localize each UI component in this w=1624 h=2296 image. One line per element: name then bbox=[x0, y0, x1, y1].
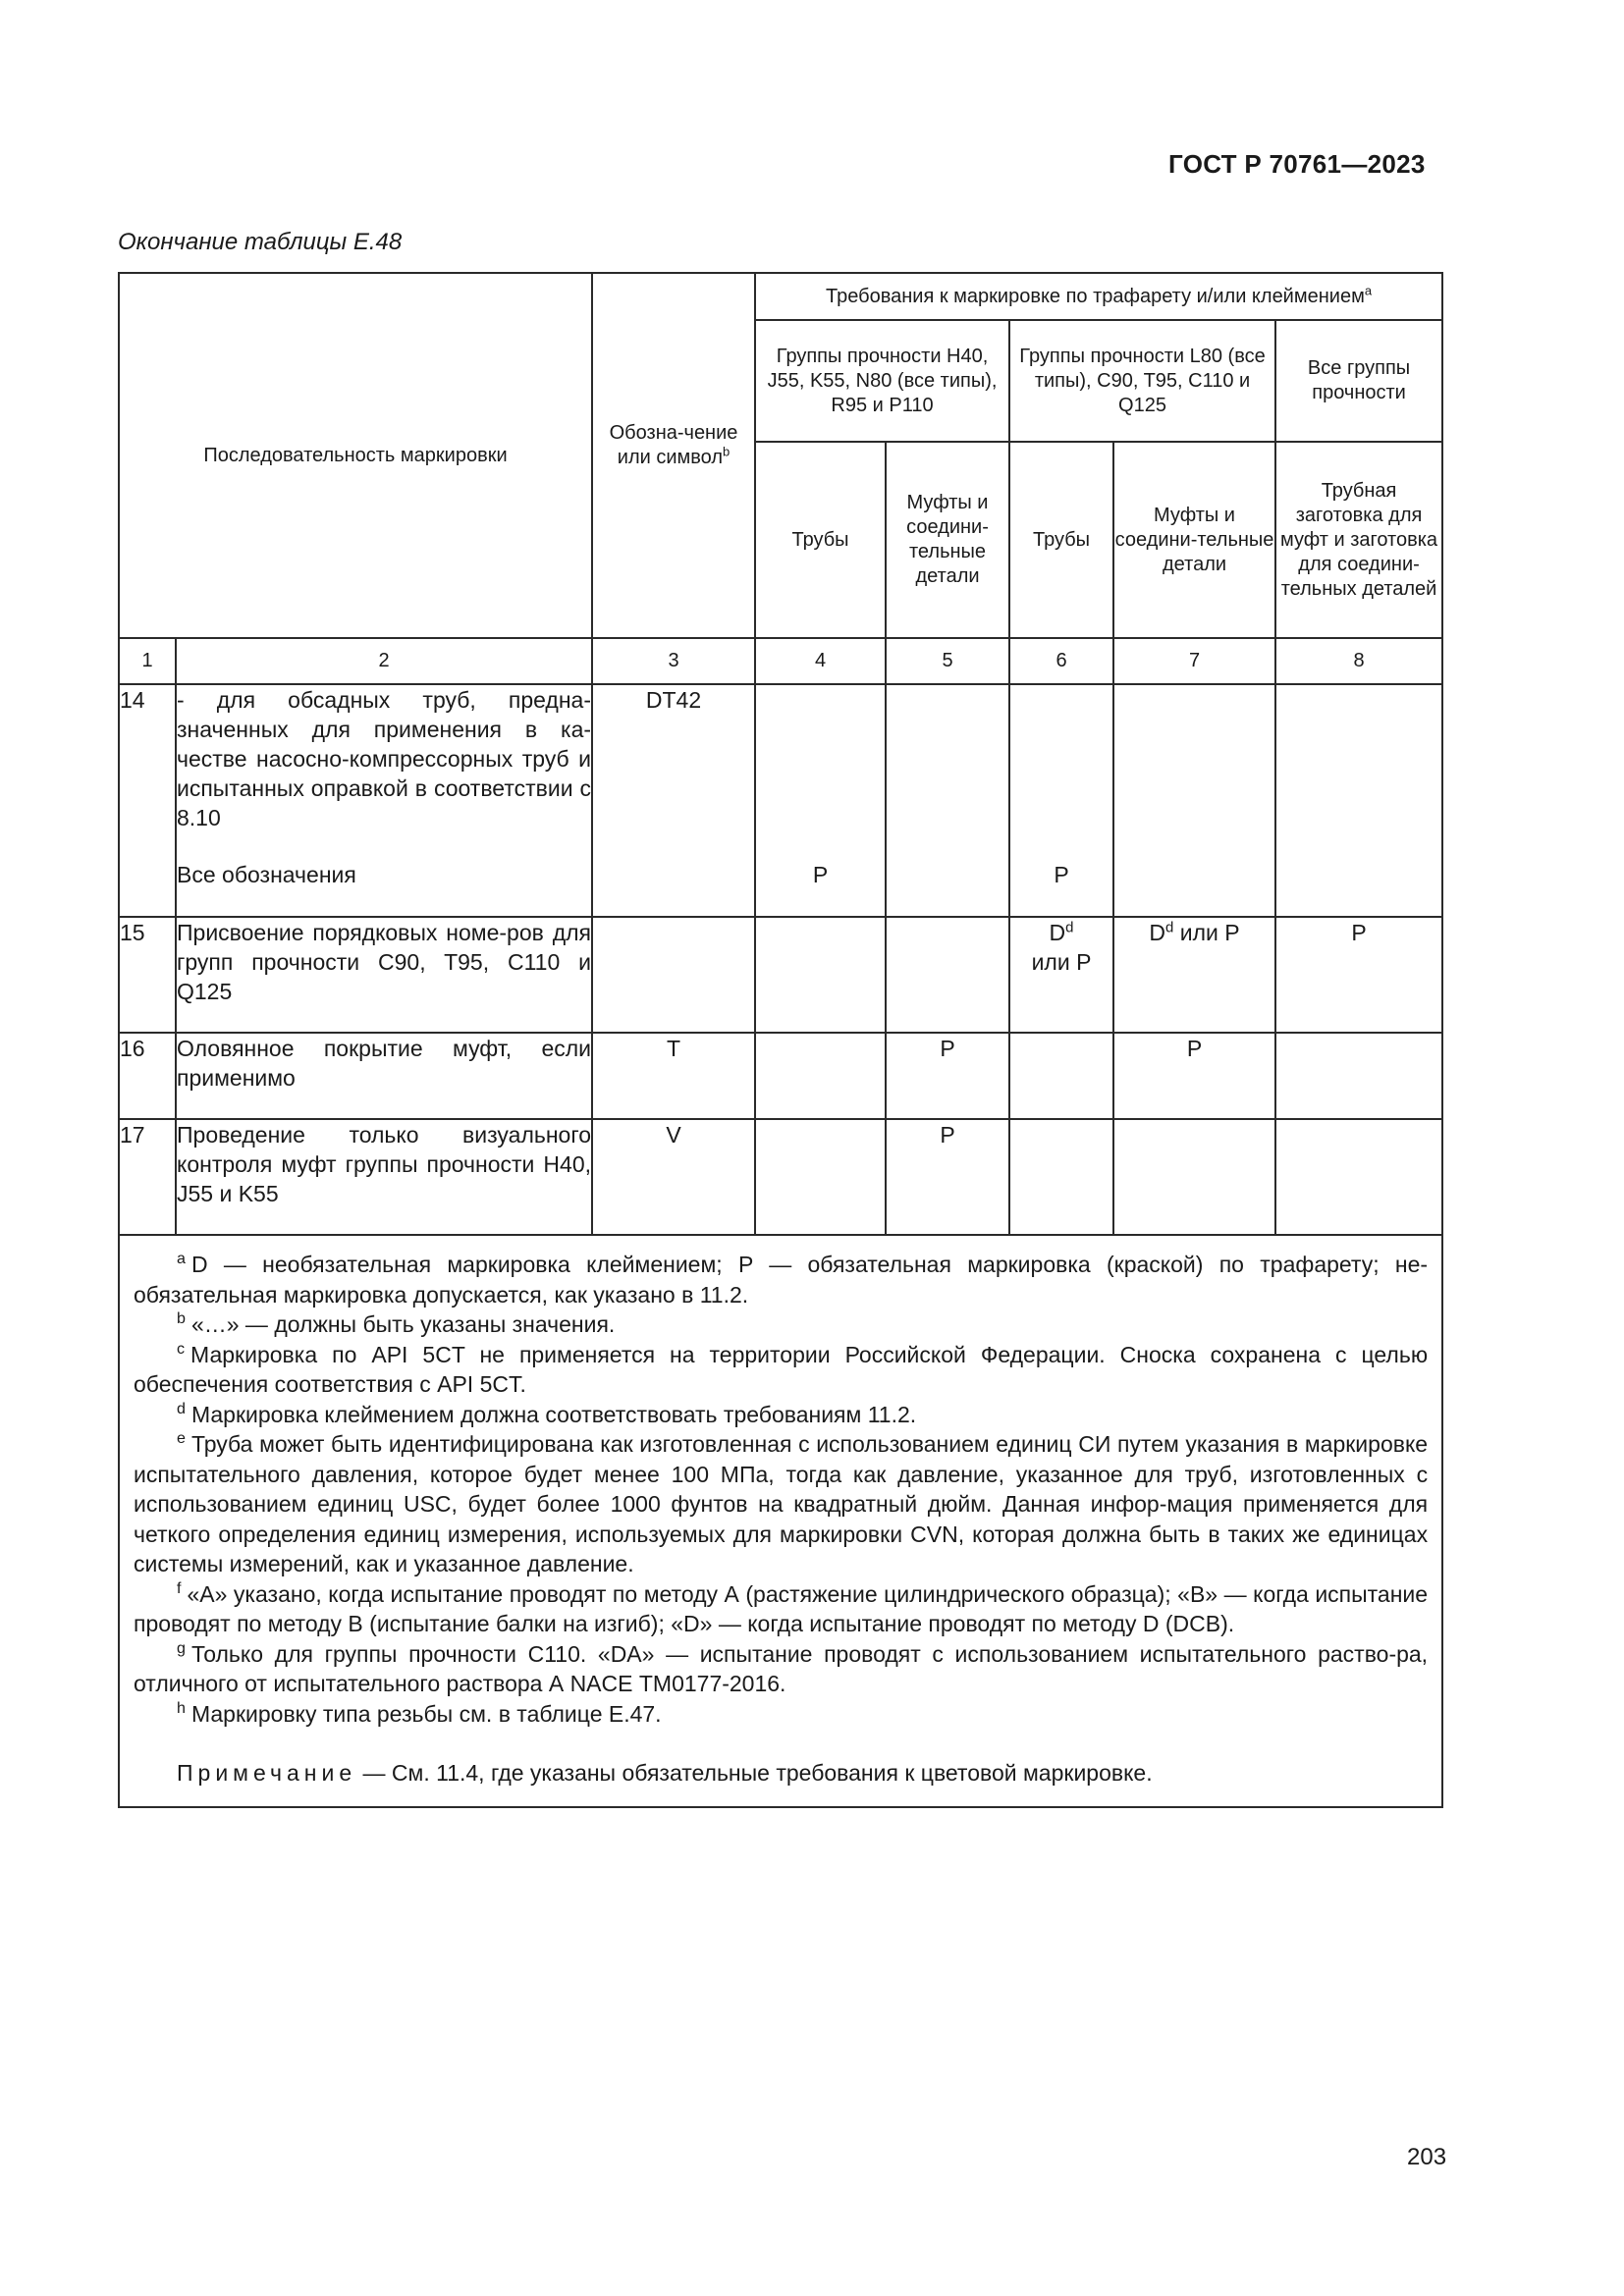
cell-c5: P bbox=[886, 1119, 1009, 1235]
cell-c8 bbox=[1275, 1033, 1442, 1119]
cell-c7: P bbox=[1113, 1033, 1275, 1119]
footnote: $^f$ «А» указано, когда испытание проводят по методу А (растяжение цилиндрического образца); «В» — когда испытание проводят по методу В (испытание балки на изгиб); «D» — когда испытание проводят по методу D (DCB). bbox=[134, 1578, 1429, 1636]
col-number: 2 bbox=[176, 638, 592, 684]
row-symbol bbox=[592, 917, 755, 1033]
footnote: $^a$ D — необязательная маркировка клеймением; P — обязательная маркировка (краской) по трафарету; не-обязательная маркировка допускается, как указано в 11.2. bbox=[134, 1250, 1429, 1308]
table-row bbox=[119, 917, 1442, 1033]
header-couplings-2: Муфты и соедини-тельные детали bbox=[1113, 442, 1275, 638]
standard-code: ГОСТ Р 70761—2023 bbox=[1168, 149, 1426, 179]
header-designation: Обозна-чение или символ$^b$ bbox=[592, 273, 755, 638]
cell-c5 bbox=[886, 917, 1009, 1033]
footnote: $^h$ Маркировку типа резьбы см. в таблице Е.47. bbox=[177, 1698, 662, 1727]
cell-c4 bbox=[755, 1033, 886, 1119]
footnote: $^g$ Только для группы прочности C110. «DA» — испытание проводят с использованием испытательного раство-ра, отличного от испытательного раствора А NACE ТМ0177-2016. bbox=[134, 1638, 1429, 1696]
row-symbol: DT42 bbox=[592, 684, 755, 917]
header-pipes-1: Трубы bbox=[755, 442, 886, 638]
header-couplings-1: Муфты и соедини-тельные детали bbox=[886, 442, 1009, 638]
cell-c4 bbox=[755, 917, 886, 1033]
table-row bbox=[119, 1119, 1442, 1235]
row-symbol: T bbox=[592, 1033, 755, 1119]
row-number: 16 bbox=[119, 1033, 176, 1119]
cell-c6: P bbox=[1009, 684, 1113, 917]
header-requirements: Требования к маркировке по трафарету и/или клеймением$^a$ bbox=[755, 273, 1442, 320]
row-description: Оловянное покрытие муфт, если применимо bbox=[176, 1033, 592, 1119]
cell-c4 bbox=[755, 1119, 886, 1235]
row-description: Присвоение порядковых номе-ров для групп прочности C90, T95, C110 и Q125 bbox=[176, 917, 592, 1033]
cell-c6 bbox=[1009, 1119, 1113, 1235]
col-number: 7 bbox=[1113, 638, 1275, 684]
cell-c5 bbox=[886, 684, 1009, 917]
cell-c8 bbox=[1275, 1119, 1442, 1235]
cell-c8 bbox=[1275, 684, 1442, 917]
cell-c7 bbox=[1113, 684, 1275, 917]
header-pipes-2: Трубы bbox=[1009, 442, 1113, 638]
footnotes bbox=[119, 1235, 1442, 1807]
cell-c5: P bbox=[886, 1033, 1009, 1119]
cell-c4: P bbox=[755, 684, 886, 917]
row-number: 17 bbox=[119, 1119, 176, 1235]
col-number: 6 bbox=[1009, 638, 1113, 684]
col-number: 1 bbox=[119, 638, 176, 684]
header-group-2: Группы прочности L80 (все типы), C90, T95, C110 и Q125 bbox=[1009, 320, 1275, 442]
page-number: 203 bbox=[1407, 2144, 1447, 2170]
row-description: - для обсадных труб, предна-значенных для применения в ка-честве насосно-компрессорных труб и испытанных оправкой в соответствии с 8.10 Все обозначения bbox=[176, 684, 592, 917]
cell-c7: $D^d$ или P bbox=[1113, 917, 1275, 1033]
cell-c6 bbox=[1009, 1033, 1113, 1119]
header-blank: Трубная заготовка для муфт и заготовка для соедини-тельных деталей bbox=[1275, 442, 1442, 638]
cell-c8: P bbox=[1275, 917, 1442, 1033]
cell-c6: $D^d$ или P bbox=[1009, 917, 1113, 1033]
header-group-1: Группы прочности H40, J55, K55, N80 (все типы), R95 и P110 bbox=[755, 320, 1009, 442]
col-number: 8 bbox=[1275, 638, 1442, 684]
table-row bbox=[119, 1033, 1442, 1119]
footnote: $^c$ Маркировка по API 5CT не применяется на территории Российской Федерации. Сноска сохранена с целью обеспечения соответствия с API 5CT. bbox=[134, 1339, 1429, 1397]
table-note: Примечание — См. 11.4, где указаны обязательные требования к цветовой маркировке. bbox=[177, 1760, 1153, 1786]
table-row bbox=[119, 684, 1442, 917]
footnote: $^d$ Маркировка клеймением должна соответствовать требованиям 11.2. bbox=[177, 1399, 917, 1427]
col-number: 4 bbox=[755, 638, 886, 684]
footnote: $^e$ Труба может быть идентифицирована как изготовленная с использованием единиц СИ путем указания в маркировке испытательного давления, которое будет менее 100 МПа, тогда как давление, указанное для труб, изготовленных с использованием единиц USC, будет более 1000 фунтов на квадратный дюйм. Данная инфор-мация применяется для четкого определения единиц измерения, используемых для маркировки CVN, которая должна быть в таких же единицах системы измерений, как и указанное давление. bbox=[134, 1429, 1429, 1576]
marking-table bbox=[118, 272, 1443, 1808]
cell-c7 bbox=[1113, 1119, 1275, 1235]
table-caption: Окончание таблицы Е.48 bbox=[118, 229, 403, 255]
row-number: 15 bbox=[119, 917, 176, 1033]
col-number: 3 bbox=[592, 638, 755, 684]
footnote: $^b$ «…» — должны быть указаны значения. bbox=[177, 1309, 616, 1337]
row-symbol: V bbox=[592, 1119, 755, 1235]
row-description: Проведение только визуального контроля муфт группы прочности H40, J55 и K55 bbox=[176, 1119, 592, 1235]
header-group-3: Все группы прочности bbox=[1275, 320, 1442, 442]
header-sequence: Последовательность маркировки bbox=[119, 273, 592, 638]
col-number: 5 bbox=[886, 638, 1009, 684]
row-number: 14 bbox=[119, 684, 176, 917]
